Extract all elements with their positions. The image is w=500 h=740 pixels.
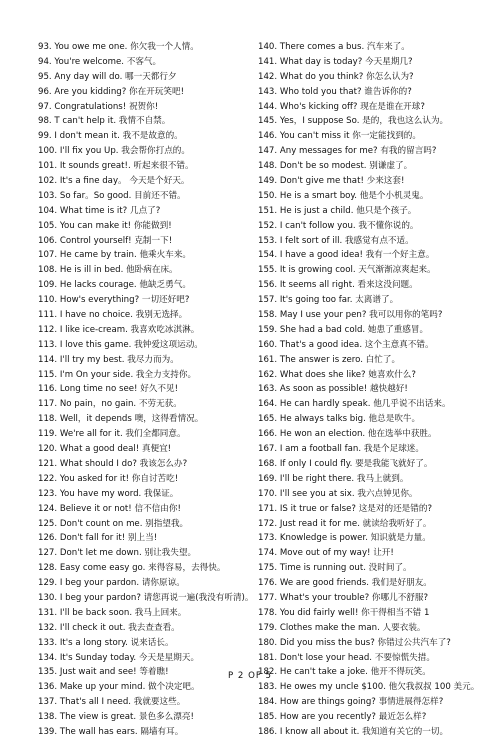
phrase-line: 183. He owes my uncle $100. 他欠我叔叔 100 美元。: [258, 682, 480, 693]
phrase-line: 142. What do you think? 你怎么认为?: [258, 71, 414, 82]
phrase-line: 139. The wall has ears. 隔墙有耳。: [38, 726, 184, 737]
phrase-line: 178. You did fairly well! 你干得相当不错 1: [258, 607, 430, 618]
phrase-line: 135. Just wait and see! 等着瞧!: [38, 667, 169, 678]
right-column: [258, 40, 490, 740]
phrase-line: 172. Just read it for me. 就读给我听好了。: [258, 518, 432, 529]
phrase-line: 100. I'll fix you Up. 我会帮你打点的。: [38, 146, 190, 157]
phrase-line: 96. Are you kidding? 你在开玩笑吧!: [38, 86, 185, 97]
phrase-line: 168. If only I could fly. 要是我能飞就好了。: [258, 458, 433, 469]
phrase-line: 104. What time is it? 几点了?: [38, 205, 161, 216]
phrase-line: 173. Knowledge is power. 知识就是力量。: [258, 533, 431, 544]
phrase-line: 160. That's a good idea. 这个主意真不错。: [258, 339, 434, 350]
phrase-line: 170. I'll see you at six. 我六点钟见你。: [258, 488, 418, 499]
phrase-line: 101. It sounds great!. 听起来很不错。: [38, 161, 194, 172]
phrase-line: 125. Don't count on me. 别指望我。: [38, 518, 189, 529]
phrase-line: 154. I have a good idea! 我有一个好主意。: [258, 250, 435, 261]
phrase-line: 174. Move out of my way! 让开!: [258, 548, 394, 559]
phrase-line: 163. As soon as possible! 越快越好!: [258, 384, 408, 395]
phrase-line: 155. It is growing cool. 天气渐渐凉爽起来。: [258, 265, 436, 276]
phrase-line: 185. How are you recently? 最近怎么样?: [258, 712, 427, 723]
phrase-line: 151. He is just a child. 他只是个孩子。: [258, 205, 417, 216]
phrase-line: 175. Time is running out. 没时间了。: [258, 563, 412, 574]
phrase-line: 106. Control yourself! 克制一下!: [38, 235, 173, 246]
phrase-line: 159. She had a bad cold. 她患了重感冒。: [258, 324, 429, 335]
phrase-line: 108. He is ill in bed. 他卧病在床。: [38, 265, 178, 276]
phrase-line: 138. The view is great. 景色多么漂亮!: [38, 712, 194, 723]
phrase-line: 113. I love this game. 我钟爱这项运动。: [38, 339, 203, 350]
phrase-line: 179. Clothes make the man. 人要衣装。: [258, 622, 426, 633]
phrase-line: 166. He won an election. 他在选举中获胜。: [258, 429, 437, 440]
phrase-line: 182. He can't take a joke. 他开不得玩笑。: [258, 667, 431, 678]
phrase-line: 164. He can hardly speak. 他几乎说不出话来。: [258, 399, 451, 410]
phrase-line: 167. I am a football fan. 我是个足球迷。: [258, 444, 424, 455]
phrase-line: 144. Who's kicking off? 现在是谁在开球?: [258, 101, 425, 112]
phrase-line: 130. I beg your pardon? 请您再说一遍(我没有听清)。: [38, 592, 254, 603]
phrase-line: 137. That's all I need. 我就要这些。: [38, 697, 186, 708]
left-column: [38, 40, 258, 740]
phrase-line: 165. He always talks big. 他总是吹牛。: [258, 414, 421, 425]
phrase-line: 128. Easy come easy go. 来得容易，去得快。: [38, 563, 226, 574]
phrase-line: 107. He came by train. 他乘火车来。: [38, 250, 192, 261]
phrase-line: 141. What day is today? 今天星期几?: [258, 56, 413, 67]
phrase-line: 149. Don't give me that! 少来这套!: [258, 176, 405, 187]
phrase-line: 93. You owe me one. 你欠我一个人情。: [38, 42, 199, 52]
phrase-line: 186. I know all about it. 我知道有关它的一切。: [258, 726, 449, 737]
phrase-line: 132. I'll check it out. 我去查查看。: [38, 622, 180, 633]
phrase-line: 102. It's a fine day。 今天是个好天。: [38, 176, 190, 187]
phrase-line: 146. You can't miss it 你一定能找到的。: [258, 131, 421, 142]
phrase-line: 158. May I use your pen? 我可以用你的笔吗?: [258, 310, 443, 321]
phrase-line: 115. I'm On your side. 我全力支持你。: [38, 369, 197, 380]
phrase-line: 148. Don't be so modest. 别谦虚了。: [258, 161, 413, 172]
phrase-line: 181. Don't lose your head. 不要惊慌失措。: [258, 652, 435, 663]
phrase-line: 117. No pain，no gain. 不劳无获。: [38, 399, 182, 410]
phrase-line: 110. How's everything? 一切还好吧?: [38, 295, 190, 306]
phrase-line: 136. Make up your mind. 做个决定吧。: [38, 682, 200, 693]
phrase-line: 109. He lacks courage. 他缺乏勇气。: [38, 280, 191, 291]
phrase-line: 126. Don't fall for it! 别上当!: [38, 533, 158, 544]
phrase-line: 156. It seems all right. 看来这没问题。: [258, 280, 418, 291]
phrase-line: 184. How are things going? 事情进展得怎样?: [258, 697, 444, 708]
phrase-line: 143. Who told you that? 谁告诉你的?: [258, 86, 412, 97]
phrase-line: 112. I like ice-cream. 我喜欢吃冰淇淋。: [38, 324, 200, 335]
phrase-line: 105. You can make it! 你能做到!: [38, 220, 172, 231]
page-footer: P 2 OF 5: [227, 671, 273, 681]
phrase-line: 119. We're all for it. 我们全都同意。: [38, 429, 186, 440]
phrase-line: 169. I'll be right there. 我马上就到。: [258, 473, 409, 484]
phrase-line: 97. Congratulations! 祝贺你!: [38, 101, 159, 112]
phrase-line: 152. I can't follow you. 我不懂你说的。: [258, 220, 419, 231]
phrase-line: 140. There comes a bus. 汽车来了。: [258, 42, 410, 52]
phrase-line: 153. I felt sort of ill. 我感觉有点不适。: [258, 235, 414, 246]
phrase-line: 94. You're welcome. 不客气。: [38, 56, 162, 67]
phrase-line: 157. It's going too far. 太离谱了。: [258, 295, 399, 306]
phrase-line: 131. I'll be back soon. 我马上回来。: [38, 607, 187, 618]
phrase-line: 176. We are good friends. 我们是好朋友。: [258, 578, 432, 589]
phrase-line: 129. I beg your pardon. 请你原谅。: [38, 578, 185, 589]
phrase-line: 171. IS it true or false? 这是对的还是错的?: [258, 503, 433, 514]
phrase-line: 99. I don't mean it. 我不是故意的。: [38, 131, 183, 142]
phrase-line: 147. Any messages for me? 有我的留言吗?: [258, 146, 437, 157]
phrase-line: 118. Well，it depends 噢，这得看情况。: [38, 414, 204, 425]
phrase-line: 120. What a good deal! 真便宜!: [38, 444, 172, 455]
phrase-line: 114. I'll try my best. 我尽力而为。: [38, 354, 179, 365]
phrase-line: 150. He is a smart boy. 他是个小机灵鬼。: [258, 190, 429, 201]
phrase-line: 162. What does she like? 她喜欢什么?: [258, 369, 416, 380]
phrase-line: 98. T can't help it. 我情不自禁。: [38, 116, 171, 127]
phrase-line: 161. The answer is zero. 白忙了。: [258, 354, 401, 365]
phrase-line: 145. Yes，I suppose So. 是的，我也这么认为。: [258, 116, 449, 127]
phrase-line: 121. What should I do? 我该怎么办?: [38, 458, 188, 469]
phrase-line: 180. Did you miss the bus? 你错过公共汽车了?: [258, 637, 451, 648]
phrase-line: 103. So far。So good. 目前还不错。: [38, 190, 186, 201]
phrase-line: 122. You asked for it! 你自讨苦吃!: [38, 473, 179, 484]
phrase-line: 124. Believe it or not! 信不信由你!: [38, 503, 181, 514]
phrase-line: 116. Long time no see! 好久不见!: [38, 384, 179, 395]
phrase-line: 95. Any day will do. 哪一天都行夕: [38, 71, 177, 82]
phrase-line: 134. It's Sunday today. 今天是星期天。: [38, 652, 200, 663]
phrase-line: 111. I have no choice. 我别无选择。: [38, 310, 188, 321]
phrase-line: 133. It's a long story. 说来话长。: [38, 637, 174, 648]
phrase-line: 177. What's your trouble? 你哪儿不舒服?: [258, 592, 429, 603]
phrase-line: 123. You have my word. 我保证。: [38, 488, 179, 499]
phrase-line: 127. Don't let me down. 别让我失望。: [38, 548, 197, 559]
